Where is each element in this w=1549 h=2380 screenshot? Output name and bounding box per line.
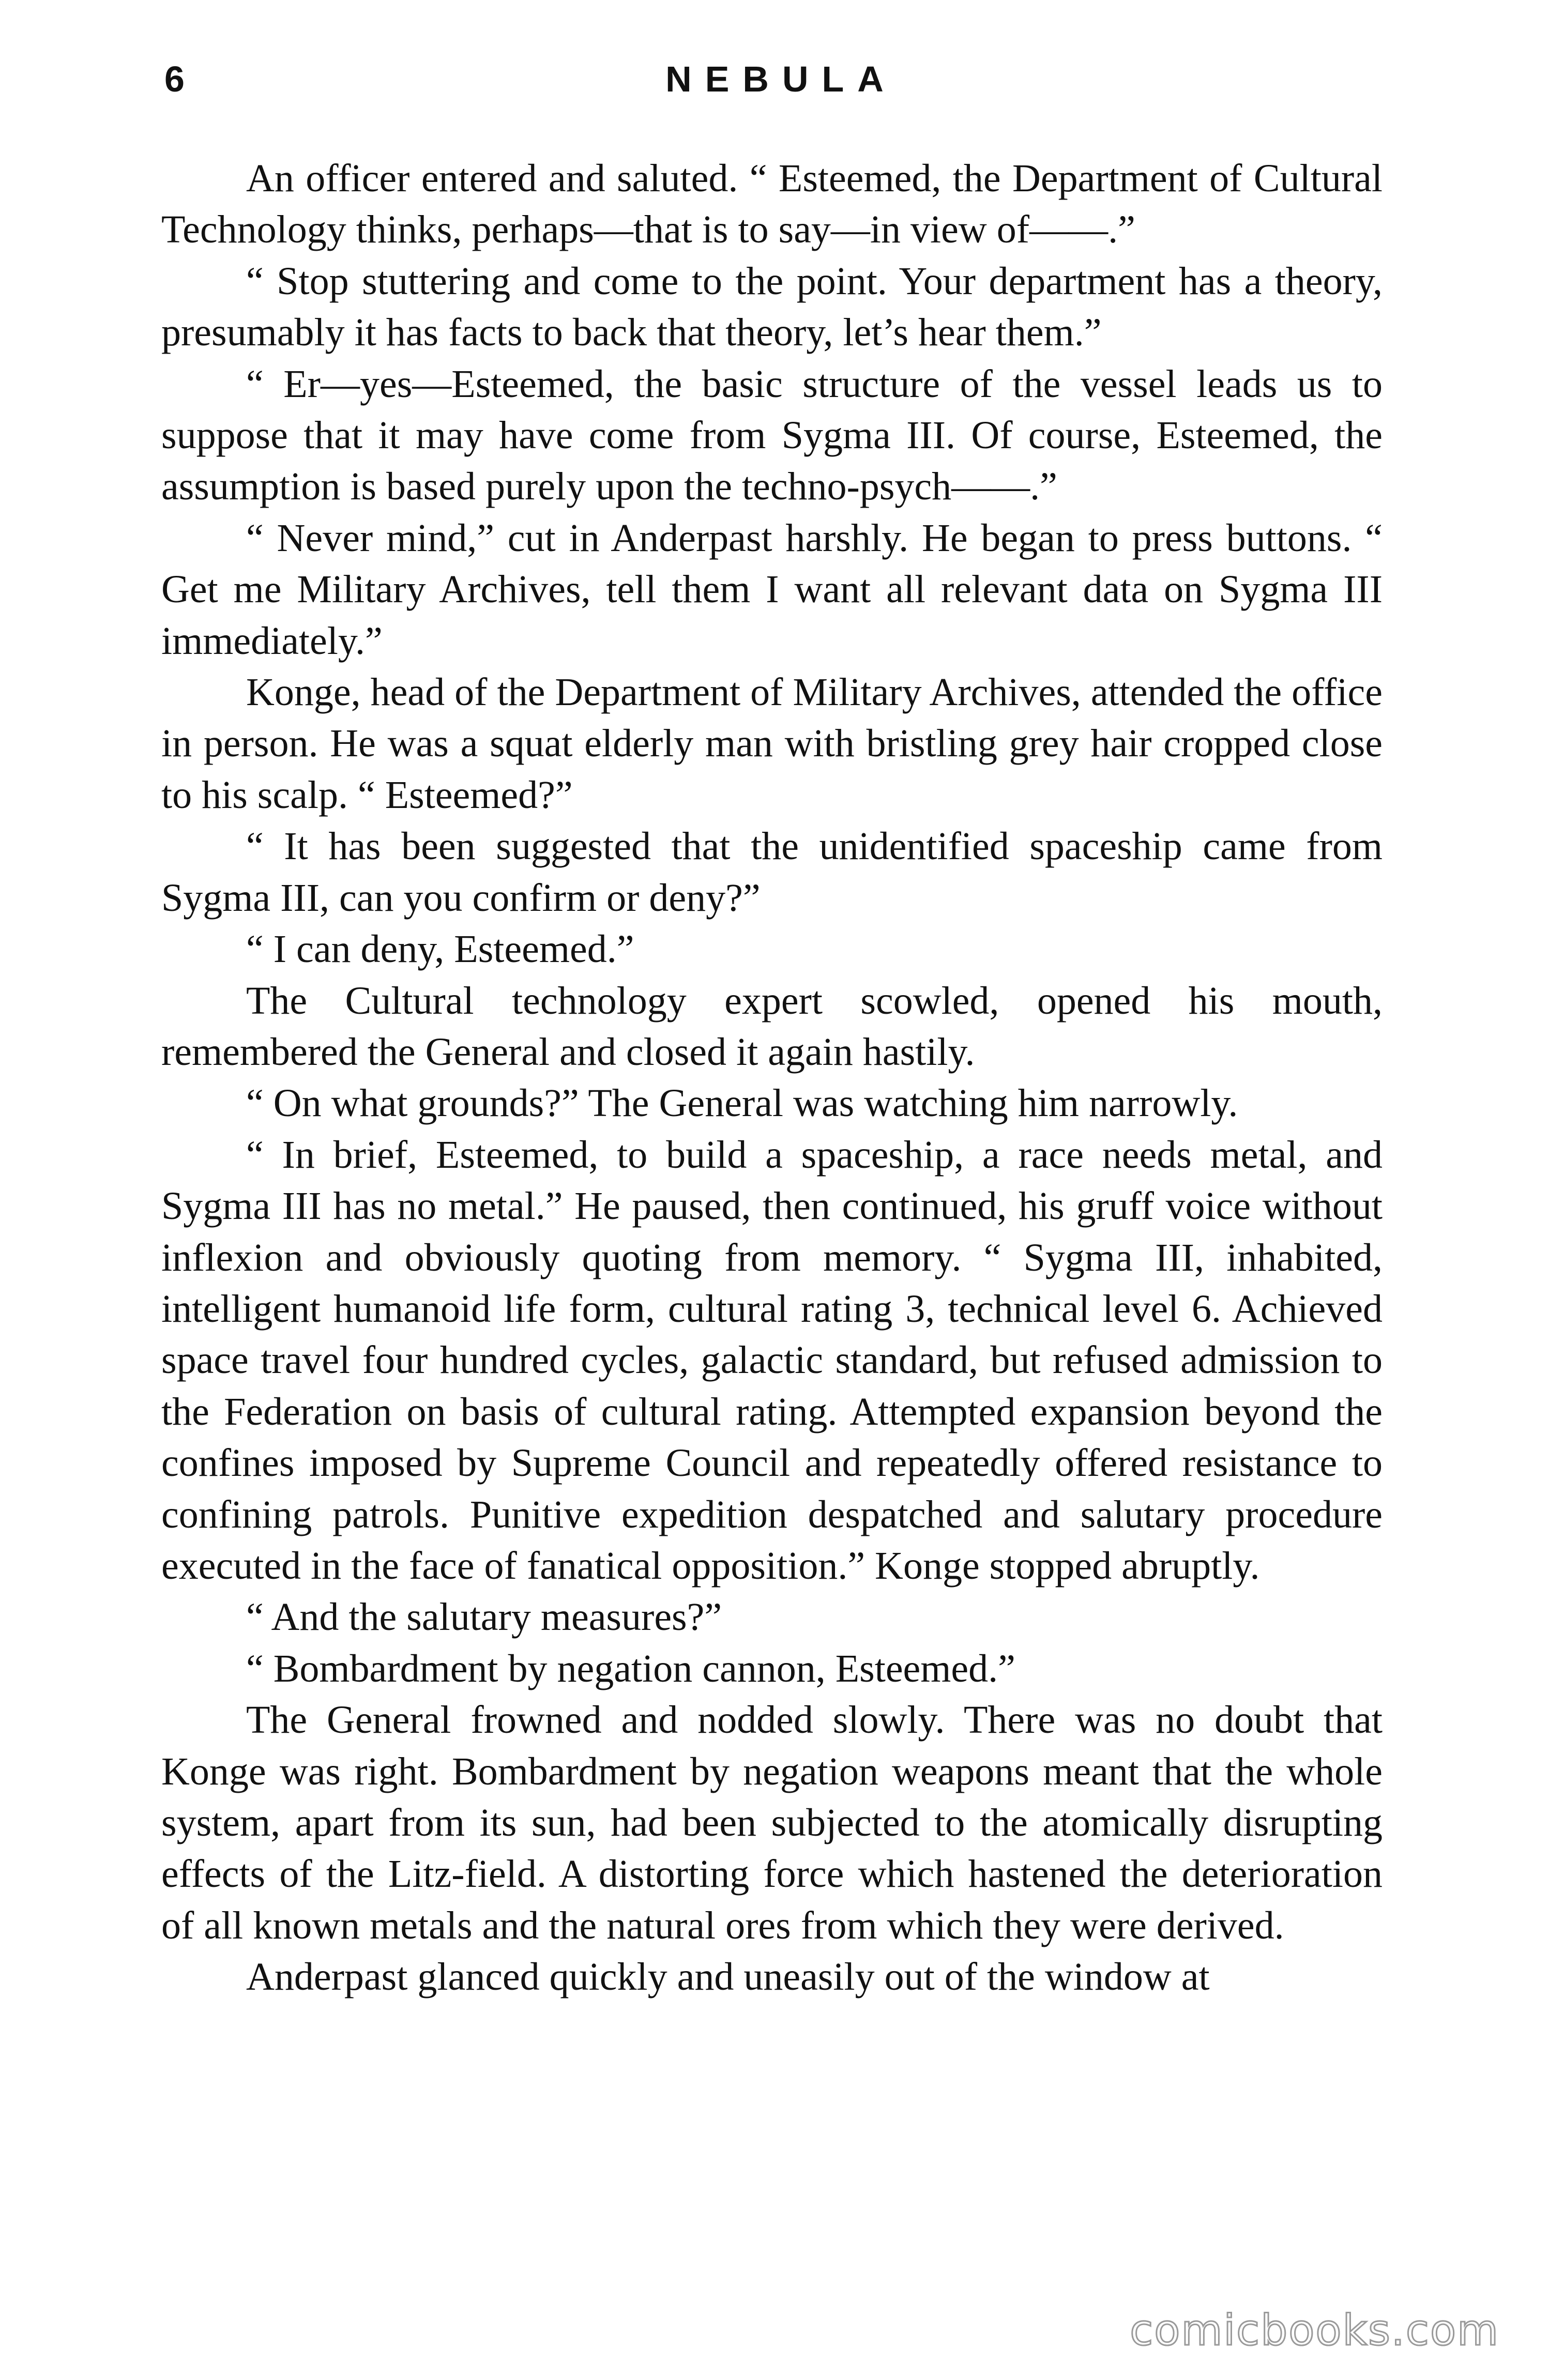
watermark-text: comicbooks.com (1130, 2306, 1499, 2355)
paragraph: The General frowned and nodded slowly. There was no doubt that Konge was right. Bombardment by negation weapons meant that the whole system, apart from its sun, had been subjected to the atomically disrupting effects of the Litz-field. A distorting force which hastened the deterioration of all known metals and the natural ores from which they were derived. (161, 1698, 1383, 1947)
paragraph: “ On what grounds?” The General was watching him narrowly. (246, 1081, 1238, 1125)
paragraph: The Cultural technology expert scowled, opened his mouth, remembered the General and closed it again hastily. (161, 979, 1383, 1074)
paragraph: “ In brief, Esteemed, to build a spaceship, a race needs metal, and Sygma III has no metal.” He paused, then continued, his gruff voice without inflexion and obviously quoting from memory. “ Sygma III, inhabited, intelligent humanoid life form, cultural rating 3, technical level 6. Achieved space travel four hundred cycles, galactic standard, but refused admission to the Federation on basis of cultural rating. Attempted expansion beyond the confines imposed by Supreme Council and repeatedly offered resistance to confining patrols. Punitive expedition despatched and salutary procedure executed in the face of fanatical opposition.” Konge stopped abruptly. (161, 1133, 1383, 1588)
paragraph: “ I can deny, Esteemed.” (246, 927, 634, 971)
paragraph: “ Stop stuttering and come to the point. Your department has a theory, presumably it has facts to back that theory, let’s hear them.” (161, 259, 1383, 355)
paragraph: “ Er—yes—Esteemed, the basic structure of the vessel leads us to suppose that it may have come from Sygma III. Of course, Esteemed, the assumption is based purely upon the techno-psych——.” (161, 362, 1383, 509)
paragraph: “ Bombardment by negation cannon, Esteemed.” (246, 1646, 1015, 1690)
page-number: 6 (164, 59, 185, 99)
body-text (161, 153, 1383, 2003)
paragraph: “ Never mind,” cut in Anderpast harshly. He began to press buttons. “ Get me Military Archives, tell them I want all relevant data on Sygma III immediately.” (161, 516, 1383, 663)
paragraph: “ And the salutary measures?” (246, 1595, 722, 1639)
paragraph: Anderpast glanced quickly and uneasily out of the window at (246, 1955, 1210, 1999)
paragraph: An officer entered and saluted. “ Esteemed, the Department of Cultural Technology thinks, perhaps—that is to say—in view of——.” (161, 157, 1383, 252)
paragraph: Konge, head of the Department of Military Archives, attended the office in person. He was a squat elderly man with bristling grey hair cropped close to his scalp. “ Esteemed?” (161, 670, 1383, 817)
paragraph: “ It has been suggested that the unidentified spaceship came from Sygma III, can you confirm or deny?” (161, 825, 1383, 920)
running-title: NEBULA (665, 59, 897, 99)
